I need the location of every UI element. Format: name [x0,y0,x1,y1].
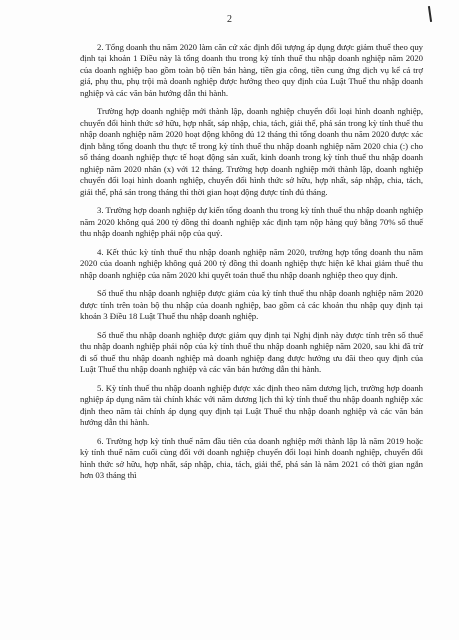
paragraph-reduced-tax-calculation: Số thuế thu nhập doanh nghiệp được giảm quy định tại Nghị định này được tính trên số thuế thu nhập doanh nghiệp phải nộp của kỳ tính thuế thu nhập doanh nghiệp năm 2020, sau khi đã trừ đi số thuế thu nhập doanh nghiệp mà doanh nghiệp đang được hưởng ưu đãi theo quy định của Luật Thuế thu nhập doanh nghiệp và các văn bản hướng dẫn thi hành. [80,329,423,375]
paragraph-section-5: 5. Kỳ tính thuế thu nhập doanh nghiệp được xác định theo năm dương lịch, trường hợp doanh nghiệp áp dụng năm tài chính khác với năm dương lịch thì kỳ tính thuế thu nhập doanh nghiệp xác định theo năm tài chính áp dụng quy định tại Luật Thuế thu nhập doanh nghiệp và các văn bản hướng dẫn thi hành. [80,382,423,428]
paragraph-reduced-tax-income: Số thuế thu nhập doanh nghiệp được giảm của kỳ tính thuế thu nhập doanh nghiệp năm 2020 được tính trên toàn bộ thu nhập của doanh nghiệp, bao gồm cả các khoản thu nhập quy định tại khoản 3 Điều 18 Luật Thuế thu nhập doanh nghiệp. [80,288,423,322]
paragraph-section-6: 6. Trường hợp kỳ tính thuế năm đầu tiên của doanh nghiệp mới thành lập là năm 2019 hoặc kỳ tính thuế năm cuối cùng đối với doanh nghiệp chuyển đổi loại hình doanh nghiệp, chuyển đổi hình thức sở hữu, hợp nhất, sáp nhập, chia, tách, giải thể, phá sản là năm 2021 có thời gian ngắn hơn 03 tháng thì [80,435,423,481]
document-body [80,42,423,489]
paragraph-section-2: 2. Tổng doanh thu năm 2020 làm căn cứ xác định đối tượng áp dụng được giảm thuế theo quy định tại khoản 1 Điều này là tổng doanh thu trong kỳ tính thuế thu nhập doanh nghiệp năm 2020 của doanh nghiệp bao gồm toàn bộ tiền bán hàng, tiền gia công, tiền cung ứng dịch vụ kể cả trợ giá, phụ thu, phụ trội mà doanh nghiệp được hưởng theo quy định của Luật Thuế thu nhập doanh nghiệp và các văn bản hướng dẫn thi hành. [80,42,423,98]
paragraph-section-3: 3. Trường hợp doanh nghiệp dự kiến tổng doanh thu trong kỳ tính thuế thu nhập doanh nghiệp năm 2020 không quá 200 tỷ đồng thì doanh nghiệp xác định tạm nộp hàng quý bằng 70% số thuế thu nhập doanh nghiệp phải nộp của quý. [80,205,423,239]
page-number: 2 [227,14,232,25]
paragraph-section-4: 4. Kết thúc kỳ tính thuế thu nhập doanh nghiệp năm 2020, trường hợp tổng doanh thu năm 2020 của doanh nghiệp không quá 200 tỷ đồng thì doanh nghiệp thực hiện kê khai giảm thuế thu nhập doanh nghiệp của năm 2020 khi quyết toán thuế thu nhập doanh nghiệp theo quy định. [80,246,423,280]
paragraph-new-enterprise: Trường hợp doanh nghiệp mới thành lập, doanh nghiệp chuyển đổi loại hình doanh nghiệp, chuyển đổi hình thức sở hữu, hợp nhất, sáp nhập, chia, tách, giải thể, phá sản trong kỳ tính thuế thu nhập doanh nghiệp năm 2020 hoạt động không đủ 12 tháng thì tổng doanh thu năm 2020 được xác định bằng tổng doanh thu thực tế trong kỳ tính thuế thu nhập doanh nghiệp năm 2020 chia (:) cho số tháng doanh nghiệp thực tế hoạt động sản xuất, kinh doanh trong kỳ tính thuế thu nhập doanh nghiệp năm 2020 nhân (x) với 12 tháng. Trường hợp doanh nghiệp mới thành lập, doanh nghiệp chuyển đổi loại hình doanh nghiệp, chuyển đổi hình thức sở hữu, hợp nhất, sáp nhập, chia, tách, giải thể, phá sản trong tháng thì thời gian hoạt động được tính đủ tháng. [80,106,423,197]
